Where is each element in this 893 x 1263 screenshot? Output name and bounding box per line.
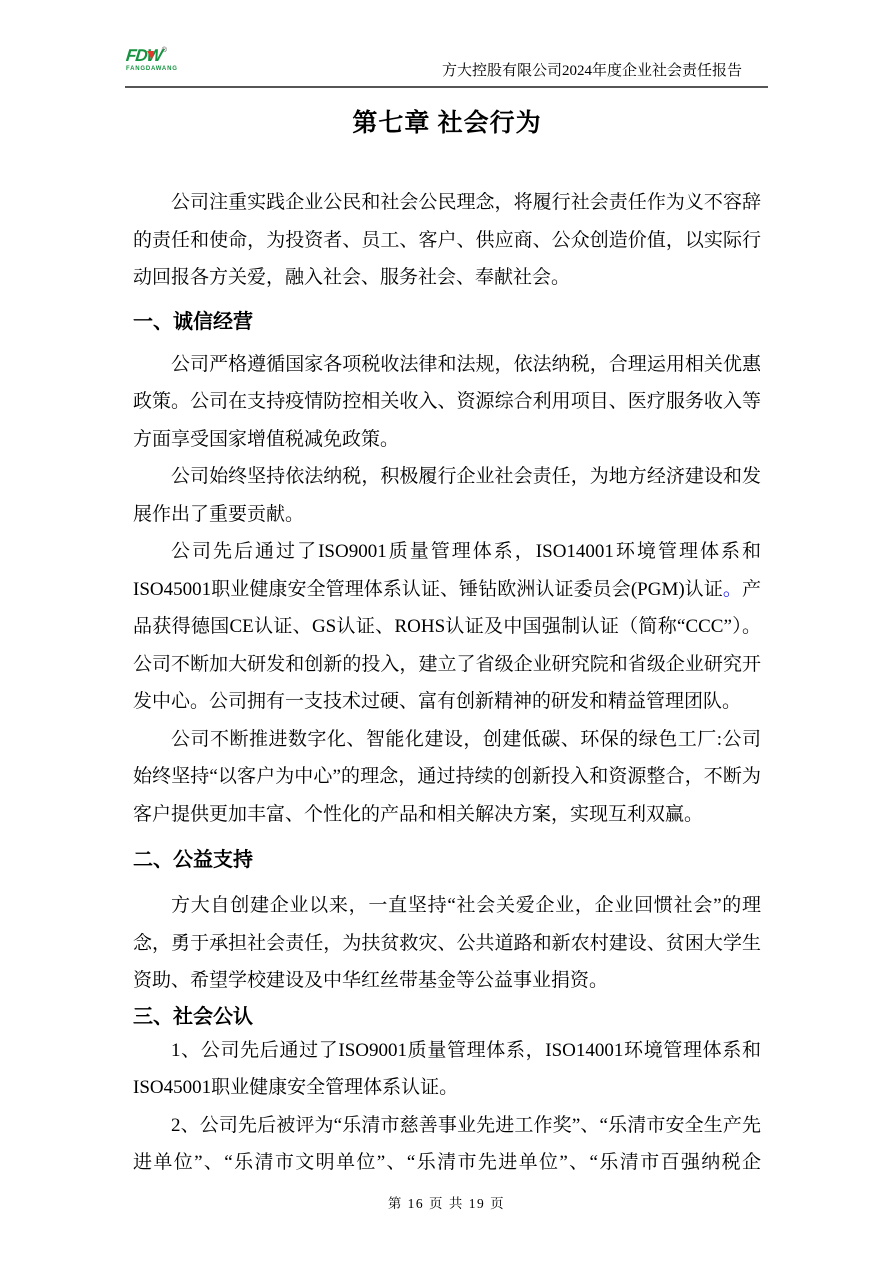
paragraph-tax-policy: 公司严格遵循国家各项税收法律和法规，依法纳税，合理运用相关优惠政策。公司在支持疫情防控相关收入、资源综合利用项目、医疗服务收入等方面享受国家增值税减免政策。 — [133, 353, 761, 450]
logo-triangle-icon — [147, 51, 154, 60]
header-doc-title: 方大控股有限公司2024年度企业社会责任报告 — [441, 63, 742, 79]
section-heading-recognition: 三、社会公认 — [133, 1005, 253, 1028]
logo-mark — [126, 47, 196, 66]
logo-caption: FANGDAWANG — [126, 66, 178, 72]
paragraph-tax-contribution: 公司始终坚持依法纳税，积极履行企业社会责任，为地方经济建设和发展作出了重要贡献。 — [133, 466, 761, 525]
paragraph-charity: 方大自创建企业以来，一直坚持“社会关爱企业，企业回惯社会”的理念，勇于承担社会责任，为扶贫救灾、公共道路和新农村建设、贫困大学生资助、希望学校建设及中华红丝带基金等公益事业捐资。 — [133, 895, 761, 991]
certifications-blue-period: 。 — [722, 578, 742, 600]
company-logo — [126, 47, 196, 73]
paragraph-intro: 公司注重实践企业公民和社会公民理念，将履行社会责任作为义不容辞的责任和使命，为投资者、员工、客户、供应商、公众创造价值，以实际行动回报各方关爱，融入社会、服务社会、奉献社会。 — [133, 192, 761, 288]
paragraph-digitalization: 公司不断推进数字化、智能化建设，创建低碳、环保的绿色工厂:公司始终坚持“以客户为中心”的理念，通过持续的创新投入和资源整合，不断为客户提供更加丰富、个性化的产品和相关解决方案，实现互利双赢。 — [133, 728, 761, 825]
logo-brand-text: FDW — [125, 46, 163, 65]
page-footer — [0, 1192, 893, 1212]
certifications-text-after: 产品获得德国CE认证、GS认证、ROHS认证及中国强制认证（简称“CCC”）。公司不断加大研发和创新的投入，建立了省级企业研究院和省级企业研究开发中心。公司拥有一支技术过硬、富有创新精神的研发和精益管理团队。 — [133, 578, 761, 712]
document-content — [133, 104, 761, 1182]
section-heading-integrity: 一、诚信经营 — [133, 310, 253, 333]
paragraph-recognition-item-2: 2、公司先后被评为“乐清市慈善事业先进工作奖”、“乐清市安全生产先进单位”、“乐清市文明单位”、“乐清市先进单位”、“乐清市百强纳税企 — [133, 1114, 761, 1173]
page-header — [125, 46, 768, 88]
chapter-title: 第七章 社会行为 — [352, 110, 542, 137]
page-number: 第 16 页 共 19 页 — [387, 1196, 506, 1211]
paragraph-certifications — [133, 533, 761, 721]
paragraph-recognition-item-1: 1、公司先后通过了ISO9001质量管理体系，ISO14001环境管理体系和ISO45001职业健康安全管理体系认证。 — [133, 1039, 761, 1098]
certifications-text-before: 公司先后通过了ISO9001质量管理体系，ISO14001环境管理体系和ISO45001职业健康安全管理体系认证、锤钻欧洲认证委员会(PGM)认证 — [133, 541, 761, 600]
registered-trademark-icon: ® — [161, 47, 167, 54]
section-heading-charity: 二、公益支持 — [133, 849, 253, 871]
